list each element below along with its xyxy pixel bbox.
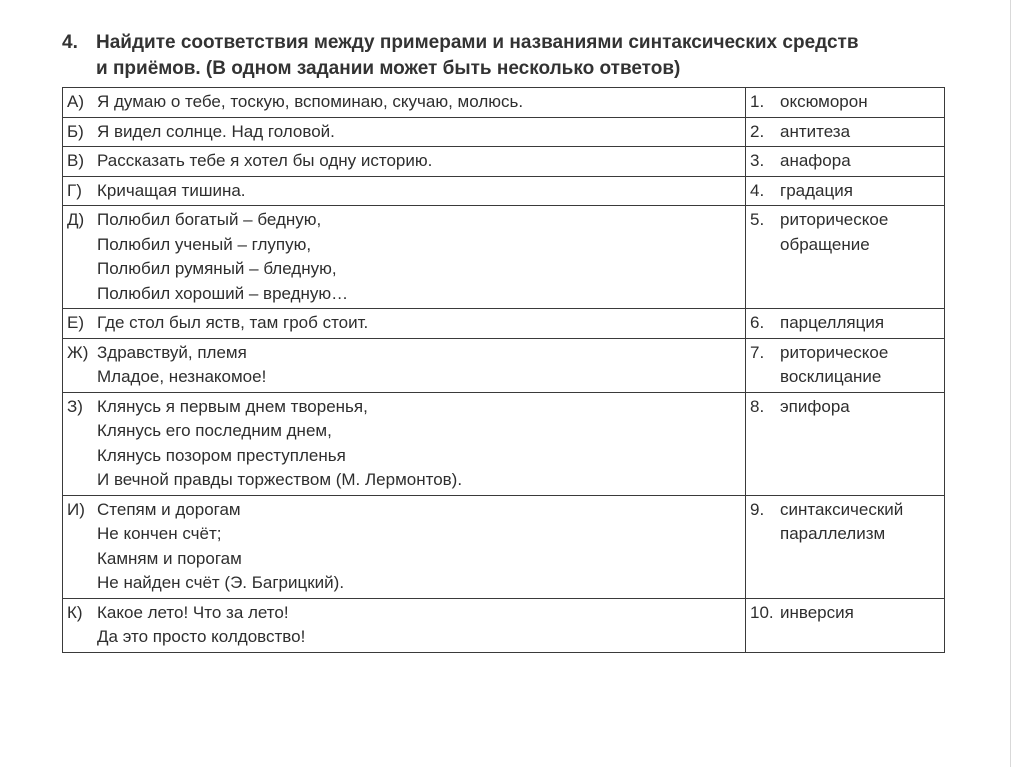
slide-border [1010,0,1011,767]
example-letter: Ж) [67,342,89,362]
table-body [63,88,945,653]
term-number: 1. [750,92,765,111]
term-name: риторическое [780,210,889,229]
example-letter: В) [67,151,84,170]
example-line: Где стол был яств, там гроб стоит. [97,313,369,332]
example-cell [63,309,746,339]
term-name: риторическое [780,342,889,362]
example-letter: З) [67,396,83,416]
term-number: 7. [750,342,765,362]
example-letter: Г) [67,180,82,200]
term-name: синтаксический [780,499,904,519]
example-line: Здравствуй, племя [97,342,247,362]
example-letter: Д) [67,210,85,229]
task-number: 4. [62,32,78,53]
term-name: анафора [780,151,851,170]
term-number: 3. [750,151,765,170]
term-cell [746,117,945,147]
example-line: Полюбил румяный – бледную, [97,259,337,278]
term-cell [746,338,945,392]
table-row [63,176,945,206]
example-cell [63,598,746,652]
term-name: эпифора [780,396,850,416]
table-row [63,117,945,147]
table-row [63,598,945,652]
term-cell [746,176,945,206]
example-letter: А) [67,92,84,111]
example-line: Я видел солнце. Над головой. [97,121,335,141]
table-row [63,206,945,309]
task-instruction [96,30,956,82]
example-line: Клянусь его последним днем, [97,421,332,440]
example-letter: Б) [67,121,84,141]
matching-table [62,87,945,653]
term-cell [746,598,945,652]
example-line: Да это просто колдовство! [97,627,306,646]
term-name: инверсия [780,602,854,622]
example-line: Полюбил ученый – глупую, [97,234,312,254]
term-cell [746,88,945,118]
example-cell [63,495,746,598]
example-line: Степям и дорогам [97,499,241,519]
table-row [63,392,945,495]
example-line: Полюбил богатый – бедную, [97,210,322,229]
term-cell [746,309,945,339]
example-cell [63,392,746,495]
example-letter: К) [67,602,83,622]
example-line: Клянусь я первым днем творенья, [97,396,368,416]
term-number: 4. [750,180,765,200]
example-cell [63,338,746,392]
table-row [63,495,945,598]
example-line: Не найден счёт (Э. Багрицкий). [97,573,345,592]
example-line: Полюбил хороший – вредную… [97,283,349,303]
task-line-2: и приёмов. (В одном задании может быть несколько ответов) [96,58,681,79]
table-row [63,88,945,118]
table-row [63,338,945,392]
term-cell [746,206,945,309]
example-line: Камням и порогам [97,548,242,568]
task-line-1: Найдите соответствия между примерами и названиями синтаксических средств [96,32,859,53]
example-cell [63,206,746,309]
example-cell [63,117,746,147]
term-number: 10. [750,602,774,622]
example-line: Рассказать тебе я хотел бы одну историю. [97,151,433,170]
term-cell [746,495,945,598]
term-number: 6. [750,313,765,332]
example-line: Не кончен счёт; [97,524,222,543]
example-line: И вечной правды торжеством (М. Лермонтов). [97,470,463,489]
term-number: 8. [750,396,765,416]
term-name: антитеза [780,121,851,141]
example-line: Кричащая тишина. [97,180,246,200]
example-line: Какое лето! Что за лето! [97,602,289,622]
term-number: 2. [750,121,765,141]
term-number: 5. [750,210,765,229]
term-name: оксюморон [780,92,868,111]
matching-table-viewport [62,87,944,646]
term-cell [746,392,945,495]
example-letter: И) [67,499,85,519]
term-number: 9. [750,499,765,519]
example-line: Младое, незнакомое! [97,367,267,386]
example-cell [63,147,746,177]
table-row [63,309,945,339]
example-line: Клянусь позором преступленья [97,445,346,465]
example-line: Я думаю о тебе, тоскую, вспоминаю, скучаю, молюсь. [97,92,524,111]
term-name: градация [780,180,853,200]
term-name: восклицание [780,367,882,386]
example-cell [63,88,746,118]
term-name: парцелляция [780,313,885,332]
term-cell [746,147,945,177]
term-name: обращение [780,234,870,254]
term-name: параллелизм [780,524,886,543]
example-letter: Е) [67,313,84,332]
table-row [63,147,945,177]
example-cell [63,176,746,206]
